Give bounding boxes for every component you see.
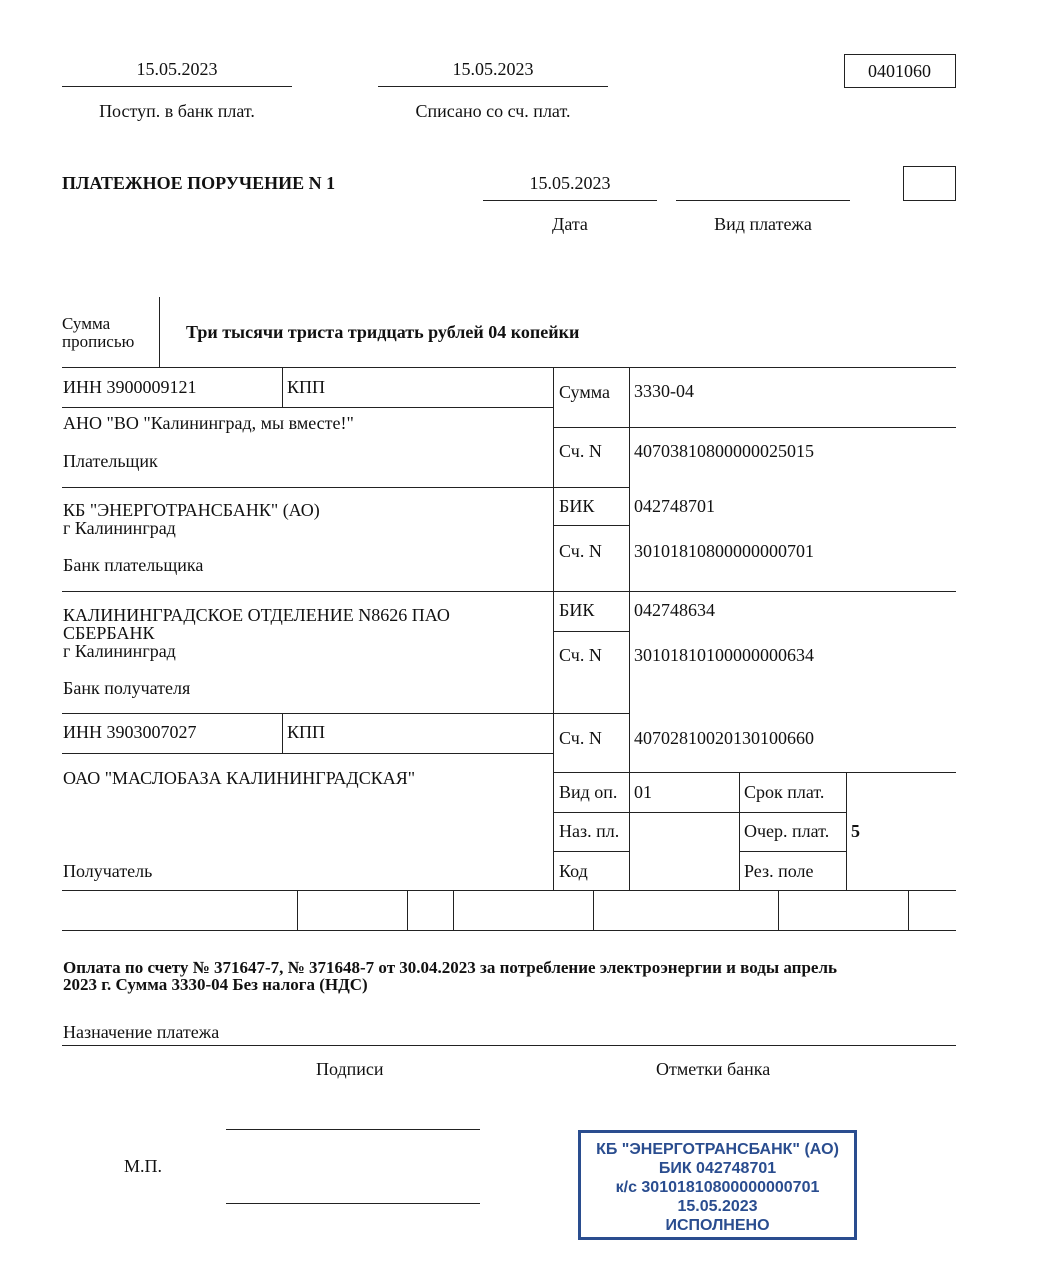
- form-code: 0401060: [868, 61, 931, 81]
- document-title: ПЛАТЕЖНОЕ ПОРУЧЕНИЕ N 1: [62, 173, 336, 193]
- bank-marks-label: Отметки банка: [656, 1059, 771, 1079]
- payment-type-box: [903, 166, 956, 201]
- payer-bank-account-label: Сч. N: [559, 541, 602, 561]
- stamp-corr-account: к/с 30101810800000000701: [615, 1179, 820, 1196]
- grid-line-payer-inn: [62, 407, 553, 408]
- op-type-value: 01: [634, 782, 652, 802]
- bank-stamp: [578, 1130, 857, 1240]
- payer-bank-bik: 042748701: [634, 496, 715, 516]
- receiver-bank-label: Банк получателя: [63, 678, 191, 698]
- purpose-line-1: Оплата по счету № 371647-7, № 371648-7 от 30.04.2023 за потребление электроэнергии и воды апрель: [63, 958, 837, 977]
- payer-bank-bik-label: БИК: [559, 496, 595, 516]
- amount-words-label-1: Сумма: [62, 314, 111, 333]
- payment-type-line: [676, 200, 850, 201]
- grid-line-codes-2a: [553, 851, 629, 852]
- stamp-date: 15.05.2023: [677, 1198, 758, 1215]
- grid-vline-values: [629, 367, 630, 890]
- receiver-account: 40702810020130100660: [634, 728, 814, 748]
- grid-vline-main: [553, 367, 554, 890]
- stamp-bik: БИК 042748701: [658, 1160, 777, 1177]
- receiver-account-label: Сч. N: [559, 728, 602, 748]
- signature-line-2: [226, 1203, 480, 1204]
- payer-name: АНО "ВО "Калининград, мы вместе!": [63, 413, 354, 433]
- document-date-line: [483, 200, 657, 201]
- op-type-label: Вид оп.: [559, 782, 618, 802]
- sum-value: 3330-04: [634, 381, 694, 401]
- stamp-bank-name: КБ "ЭНЕРГОТРАНСБАНК" (АО): [596, 1141, 839, 1158]
- receiver-kpp: КПП: [287, 722, 326, 742]
- date-label: Дата: [552, 214, 588, 234]
- tax-vline-1: [297, 890, 298, 930]
- code-label: Код: [559, 861, 588, 881]
- payer-label: Плательщик: [63, 451, 158, 471]
- purpose-line: [62, 1045, 956, 1046]
- received-date: 15.05.2023: [136, 59, 218, 79]
- grid-line-top: [62, 367, 956, 368]
- priority-label: Очер. плат.: [744, 821, 830, 841]
- receiver-bank-city: г Калининград: [63, 641, 176, 661]
- receiver-bank-account-label: Сч. N: [559, 645, 602, 665]
- receiver-bank-name-2: СБЕРБАНК: [63, 623, 155, 643]
- priority-value: 5: [851, 821, 860, 841]
- document-date: 15.05.2023: [529, 173, 611, 193]
- form-code-box: [844, 54, 956, 88]
- grid-line-payer: [62, 487, 629, 488]
- grid-line-recv-inn: [62, 753, 553, 754]
- amount-words-label-2: прописью: [62, 332, 135, 351]
- receiver-bank-name-1: КАЛИНИНГРАДСКОЕ ОТДЕЛЕНИЕ N8626 ПАО: [63, 605, 450, 625]
- payer-account: 40703810800000025015: [634, 441, 814, 461]
- amount-words: Три тысячи триста тридцать рублей 04 копейки: [186, 322, 580, 342]
- grid-line-recv-bank: [62, 713, 629, 714]
- grid-line-codes-1: [553, 812, 846, 813]
- received-date-line: [62, 86, 292, 87]
- seal-label: М.П.: [124, 1156, 163, 1176]
- receiver-inn: ИНН 3903007027: [63, 722, 197, 742]
- due-label: Срок плат.: [744, 782, 825, 802]
- grid-line-codes-2b: [739, 851, 846, 852]
- sum-label: Сумма: [559, 382, 610, 402]
- receiver-name: ОАО "МАСЛОБАЗА КАЛИНИНГРАДСКАЯ": [63, 768, 416, 788]
- debited-date-line: [378, 86, 608, 87]
- tax-vline-3: [453, 890, 454, 930]
- payer-account-label: Сч. N: [559, 441, 602, 461]
- tax-vline-2: [407, 890, 408, 930]
- payer-bank-label: Банк плательщика: [63, 555, 204, 575]
- payer-bank-city: г Калининград: [63, 518, 176, 538]
- grid-vline-recv-kpp: [282, 713, 283, 753]
- grid-line-recv-bik: [553, 631, 629, 632]
- grid-line-recv-account: [553, 772, 956, 773]
- signatures-label: Подписи: [316, 1059, 384, 1079]
- grid-line-payer-bik: [553, 525, 629, 526]
- stamp-status: ИСПОЛНЕНО: [665, 1217, 770, 1234]
- tax-vline-4: [593, 890, 594, 930]
- tax-vline-5: [778, 890, 779, 930]
- receiver-label: Получатель: [63, 861, 153, 881]
- grid-vline-payer-kpp: [282, 367, 283, 407]
- receiver-bank-bik: 042748634: [634, 600, 715, 620]
- grid-vline-codes-2: [846, 772, 847, 890]
- payment-type-label: Вид платежа: [714, 214, 812, 234]
- grid-line-payer-bank: [62, 591, 956, 592]
- receiver-bank-bik-label: БИК: [559, 600, 595, 620]
- payer-bank-account: 30101810800000000701: [634, 541, 814, 561]
- purpose-line-2: 2023 г. Сумма 3330-04 Без налога (НДС): [63, 975, 368, 994]
- grid-line-tax: [62, 930, 956, 931]
- grid-line-sum: [553, 427, 956, 428]
- grid-line-bottom: [62, 890, 956, 891]
- tax-vline-6: [908, 890, 909, 930]
- payer-inn: ИНН 3900009121: [63, 377, 197, 397]
- debited-date: 15.05.2023: [452, 59, 534, 79]
- amount-words-divider: [159, 297, 160, 367]
- debited-label: Списано со сч. плат.: [415, 101, 571, 121]
- receiver-bank-account: 30101810100000000634: [634, 645, 814, 665]
- signature-line-1: [226, 1129, 480, 1130]
- purpose-label: Назначение платежа: [63, 1022, 220, 1042]
- received-label: Поступ. в банк плат.: [99, 101, 255, 121]
- payer-bank-name: КБ "ЭНЕРГОТРАНСБАНК" (АО): [63, 500, 320, 520]
- grid-vline-codes-1: [739, 772, 740, 890]
- reserve-label: Рез. поле: [744, 861, 814, 881]
- purpose-code-label: Наз. пл.: [559, 821, 620, 841]
- payer-kpp: КПП: [287, 377, 326, 397]
